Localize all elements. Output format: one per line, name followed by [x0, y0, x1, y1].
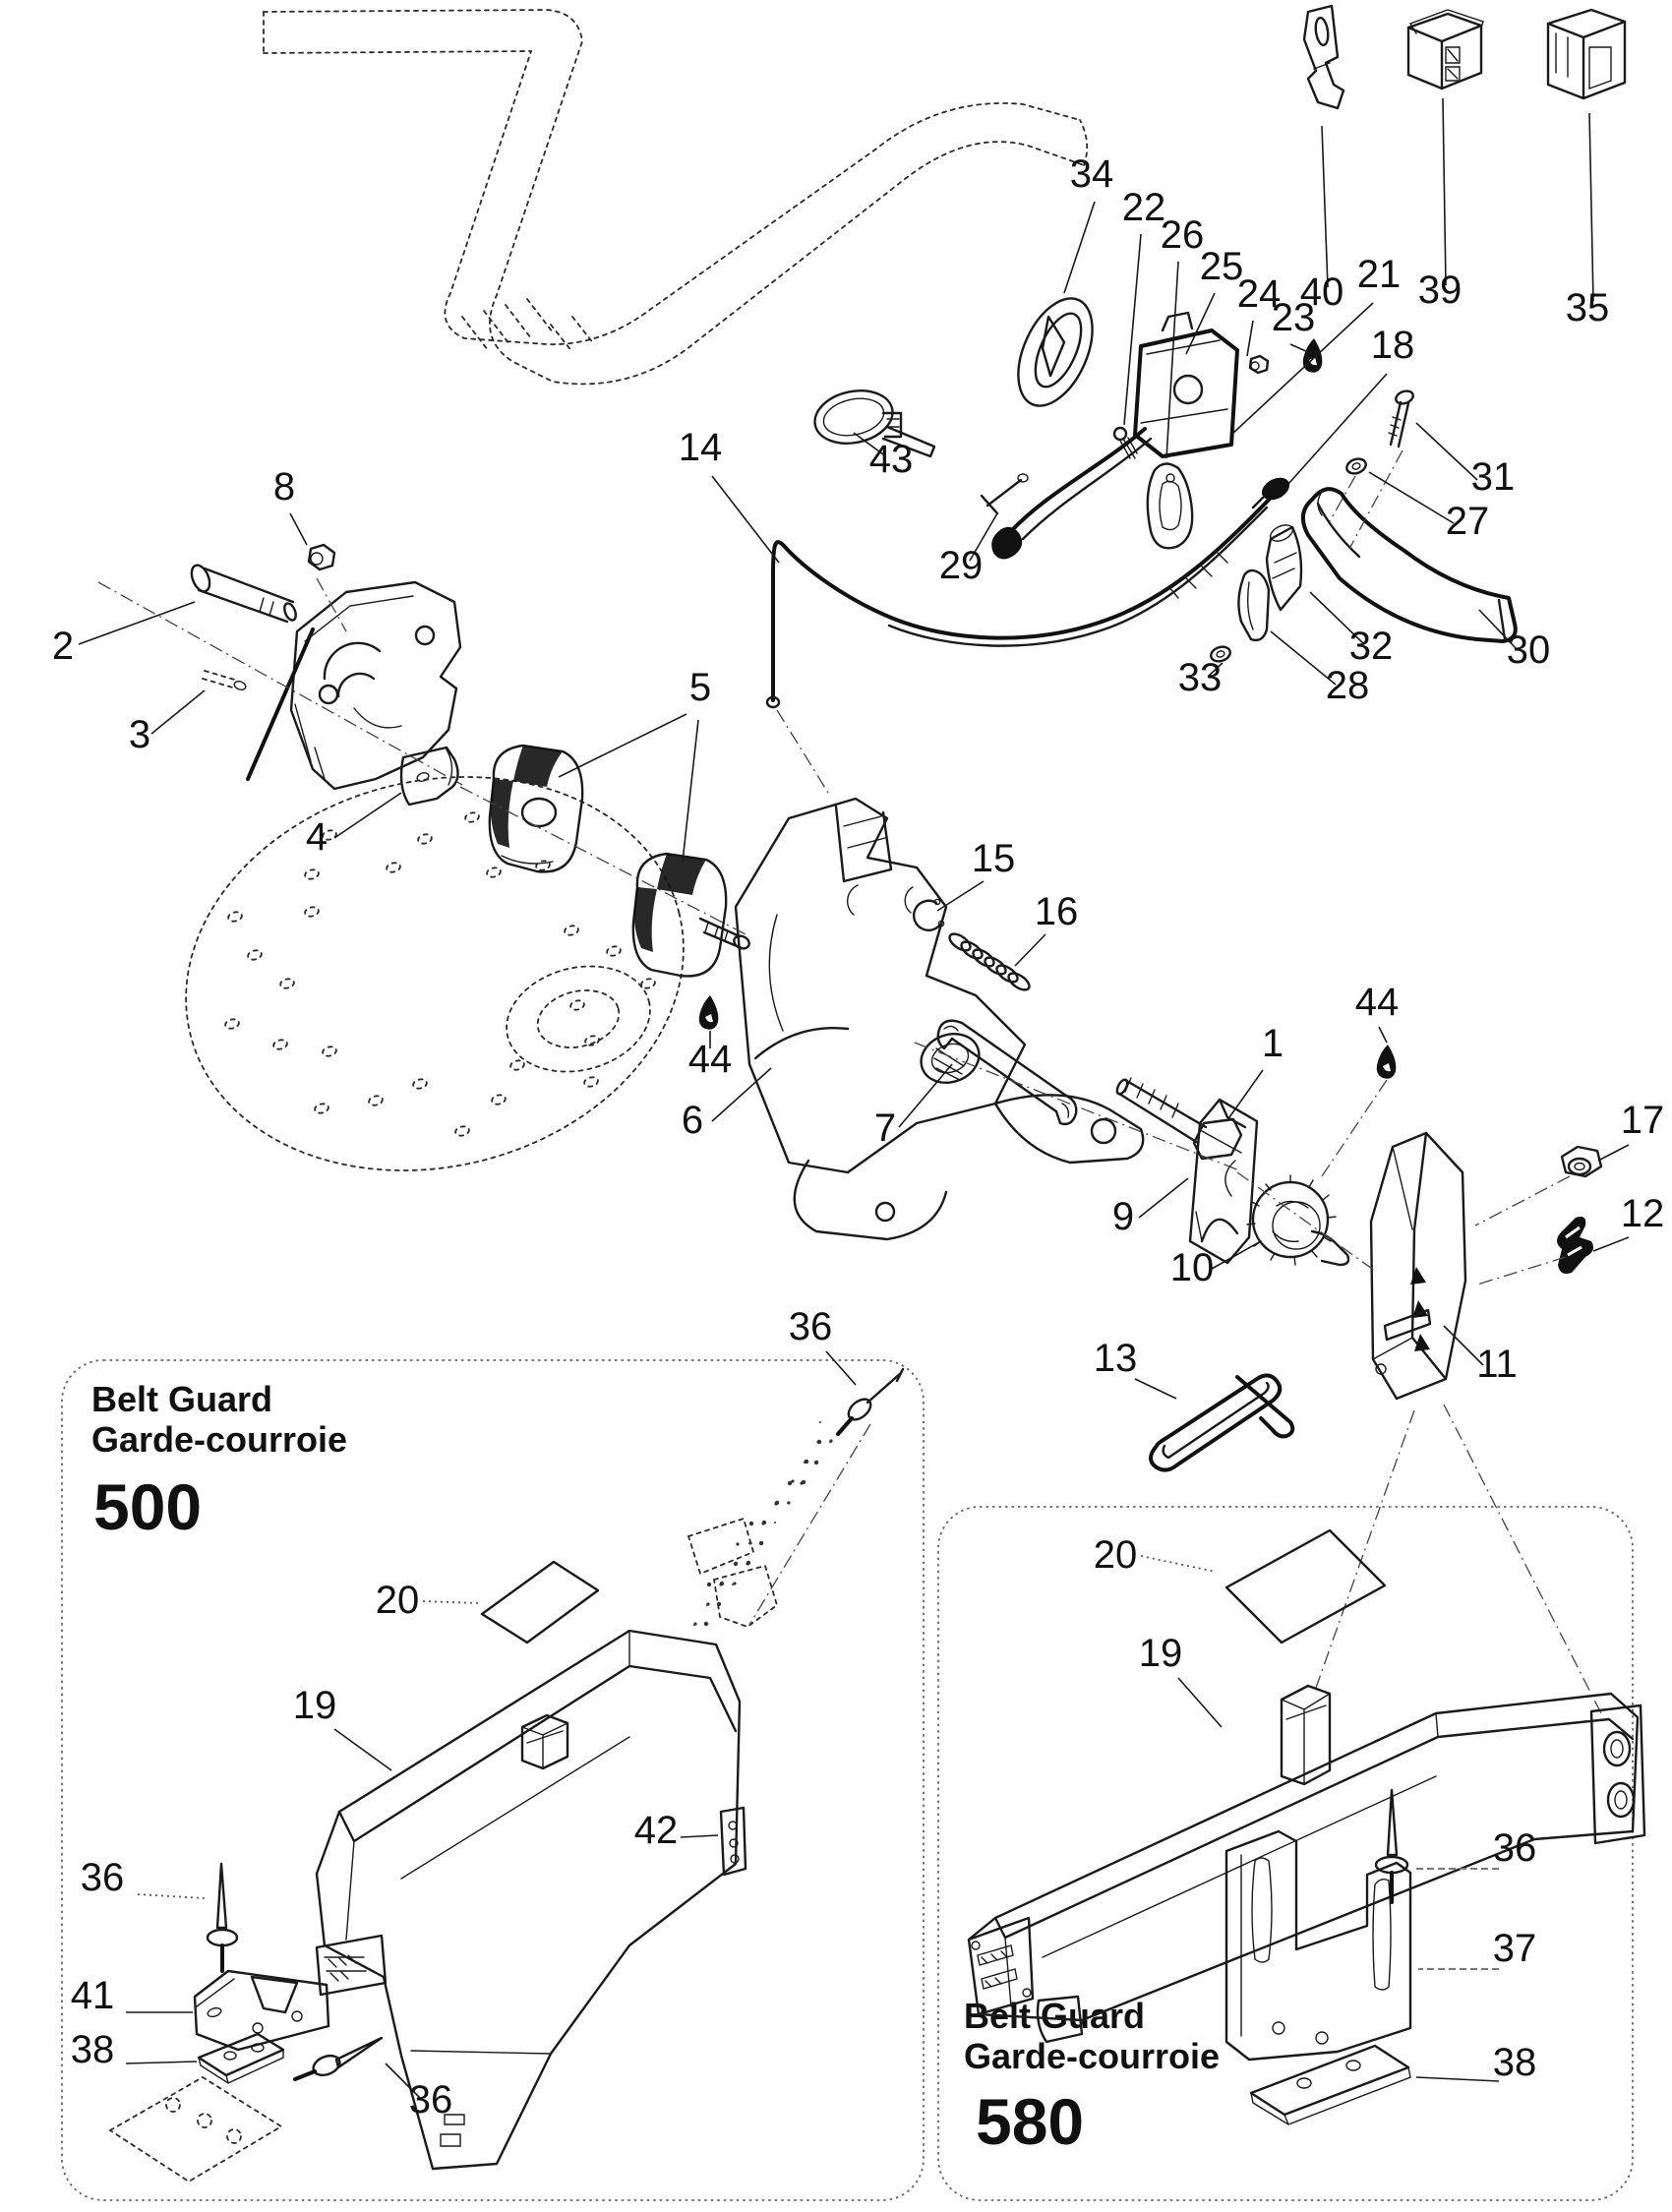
- anchor-clip-12: [1557, 1217, 1593, 1274]
- part-label-36: 36: [80, 1856, 125, 1899]
- bracket-37: [1226, 1831, 1410, 2060]
- part-label-34: 34: [1069, 152, 1114, 196]
- caliper-mount-bracket: [248, 582, 460, 789]
- part-label-18: 18: [1370, 324, 1415, 367]
- part-label-4: 4: [305, 815, 328, 859]
- part-label-24: 24: [1236, 272, 1282, 316]
- part-label-36: 36: [788, 1305, 833, 1348]
- part-label-44: 44: [1354, 981, 1400, 1024]
- part-label-38: 38: [70, 2028, 115, 2071]
- pivot-pin-32: [1267, 522, 1301, 610]
- bg580-model: 580: [976, 2085, 1085, 2158]
- cable-end-18: [1253, 473, 1293, 508]
- latch-28: [1238, 570, 1269, 640]
- bg500-model: 500: [93, 1470, 203, 1543]
- part-label-31: 31: [1470, 455, 1516, 499]
- part-label-41: 41: [70, 1974, 115, 2017]
- part-label-38: 38: [1492, 2041, 1537, 2084]
- connector-block-39: [1408, 10, 1483, 89]
- part-label-28: 28: [1325, 664, 1370, 707]
- part-label-12: 12: [1620, 1192, 1665, 1235]
- bolt-2: [188, 563, 298, 622]
- adjuster-knob-10: [1247, 1175, 1348, 1265]
- belt-guard-19-500: [317, 1631, 740, 2169]
- part-label-32: 32: [1348, 625, 1394, 668]
- part-label-19: 19: [292, 1684, 337, 1727]
- lock-pin-13: [1151, 1375, 1292, 1469]
- decal-20-500: [482, 1562, 598, 1643]
- part-label-40: 40: [1299, 270, 1344, 314]
- part-label-9: 9: [1111, 1195, 1135, 1238]
- grease-drop-44-left: [699, 995, 719, 1030]
- part-label-6: 6: [681, 1099, 704, 1142]
- part-label-23: 23: [1271, 296, 1316, 339]
- part-label-13: 13: [1093, 1337, 1138, 1380]
- sealant-speckles: [688, 1421, 833, 1627]
- part-label-17: 17: [1620, 1099, 1665, 1142]
- handlebar-outline: [264, 10, 1087, 384]
- rivet-36-500-left: [208, 1864, 237, 1971]
- part-label-30: 30: [1506, 628, 1551, 672]
- part-label-11: 11: [1476, 1343, 1518, 1386]
- part-label-35: 35: [1565, 286, 1610, 329]
- belt-guard-580-titles: [964, 1996, 1220, 2158]
- part-label-7: 7: [873, 1106, 897, 1150]
- part-label-5: 5: [688, 666, 712, 709]
- part-label-3: 3: [128, 713, 151, 756]
- part-label-19: 19: [1138, 1632, 1183, 1675]
- washer-27: [1344, 456, 1368, 476]
- part-label-16: 16: [1034, 890, 1079, 933]
- part-label-20: 20: [375, 1579, 420, 1622]
- part-label-22: 22: [1121, 186, 1166, 229]
- bezel-34: [1003, 287, 1107, 417]
- plate-38-500: [199, 2034, 283, 2083]
- nut-8: [309, 545, 334, 569]
- part-label-36: 36: [408, 2078, 453, 2122]
- cover-11: [1371, 1133, 1465, 1399]
- part-number-labels: [52, 152, 1664, 2122]
- bg500-title1: Belt Guard: [91, 1379, 273, 1419]
- part-label-27: 27: [1445, 500, 1490, 543]
- connector-housing-35: [1548, 10, 1625, 98]
- belt-guard-19-580: [969, 1686, 1644, 2042]
- part-label-8: 8: [272, 465, 296, 508]
- nut-24: [1250, 356, 1268, 373]
- part-label-43: 43: [868, 438, 914, 481]
- bg580-title1: Belt Guard: [964, 1996, 1146, 2036]
- plate-26: [1148, 463, 1192, 548]
- handlebar-clamp-knurl: [462, 299, 594, 352]
- brake-pad-outer: [490, 746, 582, 871]
- part-label-25: 25: [1199, 245, 1244, 288]
- rivet-36-500-right: [295, 2038, 382, 2079]
- part-label-2: 2: [51, 625, 75, 668]
- bg500-title2: Garde-courroie: [91, 1419, 348, 1460]
- part-label-1: 1: [1261, 1022, 1284, 1065]
- part-label-37: 37: [1492, 1927, 1537, 1970]
- rivet-36-580: [1376, 1790, 1407, 1902]
- part-label-33: 33: [1177, 656, 1223, 699]
- belt-guard-500-titles: [91, 1379, 347, 1543]
- pin-3: [203, 671, 247, 691]
- nut-17: [1562, 1147, 1601, 1176]
- bg580-title2: Garde-courroie: [964, 2036, 1221, 2076]
- part-label-10: 10: [1169, 1246, 1215, 1289]
- screw-31: [1389, 389, 1415, 447]
- gasket-pad-dashed: [110, 2077, 281, 2182]
- part-label-39: 39: [1417, 269, 1463, 312]
- brake-pad-inner: [633, 854, 751, 976]
- terminal-clip-40: [1304, 6, 1344, 108]
- part-label-21: 21: [1356, 253, 1402, 296]
- pad-clip-4: [401, 747, 458, 805]
- part-label-20: 20: [1093, 1533, 1138, 1577]
- part-label-14: 14: [678, 426, 723, 469]
- grease-drop-44-right: [1377, 1045, 1397, 1079]
- bracket-41: [195, 1971, 328, 2050]
- caliper-body-6: [736, 799, 1143, 1239]
- circlip-15: [914, 899, 943, 929]
- decal-20-580: [1226, 1530, 1385, 1643]
- grease-drop-23: [1303, 338, 1323, 373]
- part-label-44: 44: [687, 1038, 733, 1081]
- part-label-26: 26: [1160, 213, 1205, 257]
- part-label-15: 15: [971, 837, 1016, 880]
- part-label-36: 36: [1492, 1826, 1537, 1870]
- spring-clip-9: [1190, 1100, 1257, 1263]
- cotter-pin-29: [982, 474, 1028, 513]
- part-label-42: 42: [633, 1809, 679, 1852]
- part-label-29: 29: [938, 544, 984, 587]
